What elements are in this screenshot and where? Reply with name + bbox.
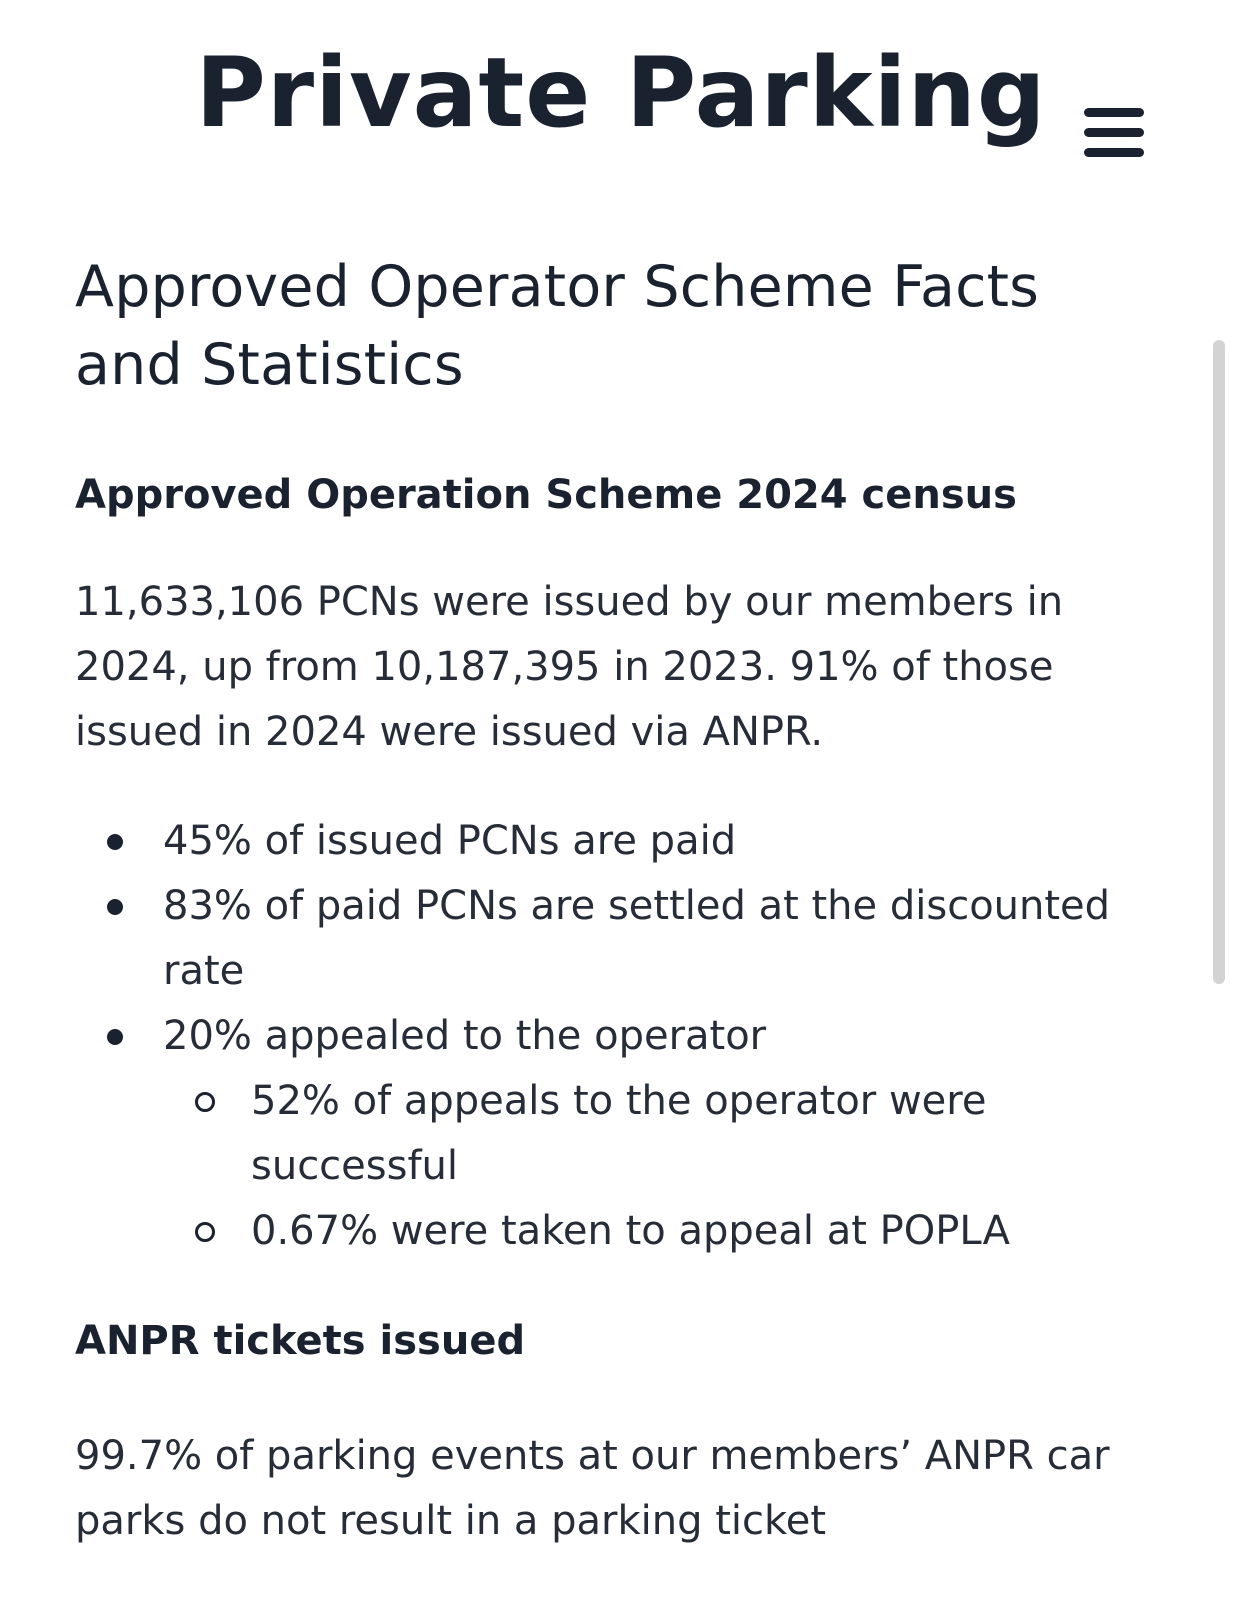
menu-bar: [1084, 128, 1144, 137]
census-facts-list: [75, 809, 1165, 1264]
list-item: [75, 809, 1165, 874]
menu-bar: [1084, 148, 1144, 157]
bullet-icon: [107, 1029, 123, 1045]
hollow-bullet-icon: [195, 1222, 215, 1242]
bullet-icon: [107, 899, 123, 915]
sub-fact-text: 52% of appeals to the operator were successful: [251, 1078, 987, 1189]
list-item: [75, 1004, 1165, 1264]
page-heading: Approved Operator Scheme Facts and Statistics: [75, 254, 1040, 398]
anpr-text: 99.7% of parking events at our members’ ANPR car parks do not result in a parking ticket: [75, 1433, 1110, 1544]
menu-bar: [1084, 108, 1144, 117]
list-item: [163, 1199, 1165, 1264]
main-content: [75, 248, 1165, 1554]
scrollbar-thumb[interactable]: [1213, 340, 1225, 984]
census-heading: Approved Operation Scheme 2024 census: [75, 472, 1017, 518]
vertical-scrollbar[interactable]: [1213, 340, 1225, 1616]
list-item: [163, 1069, 1165, 1199]
fact-text: 83% of paid PCNs are settled at the discounted rate: [163, 883, 1111, 994]
census-intro: 11,633,106 PCNs were issued by our members in 2024, up from 10,187,395 in 2023. 91% of those issued in 2024 were issued via ANPR.: [75, 579, 1064, 755]
hollow-bullet-icon: [195, 1092, 215, 1112]
list-item: [75, 874, 1165, 1004]
bullet-icon: [107, 834, 123, 850]
hamburger-menu-icon[interactable]: [1084, 108, 1144, 158]
anpr-heading: ANPR tickets issued: [75, 1318, 526, 1364]
sub-fact-text: 0.67% were taken to appeal at POPLA: [251, 1208, 1010, 1254]
fact-text: 20% appealed to the operator: [163, 1013, 767, 1059]
fact-text: 45% of issued PCNs are paid: [163, 818, 737, 864]
site-title[interactable]: Private Parking: [195, 37, 1047, 149]
site-header: [0, 0, 1242, 200]
appeal-facts-list: [163, 1069, 1165, 1264]
